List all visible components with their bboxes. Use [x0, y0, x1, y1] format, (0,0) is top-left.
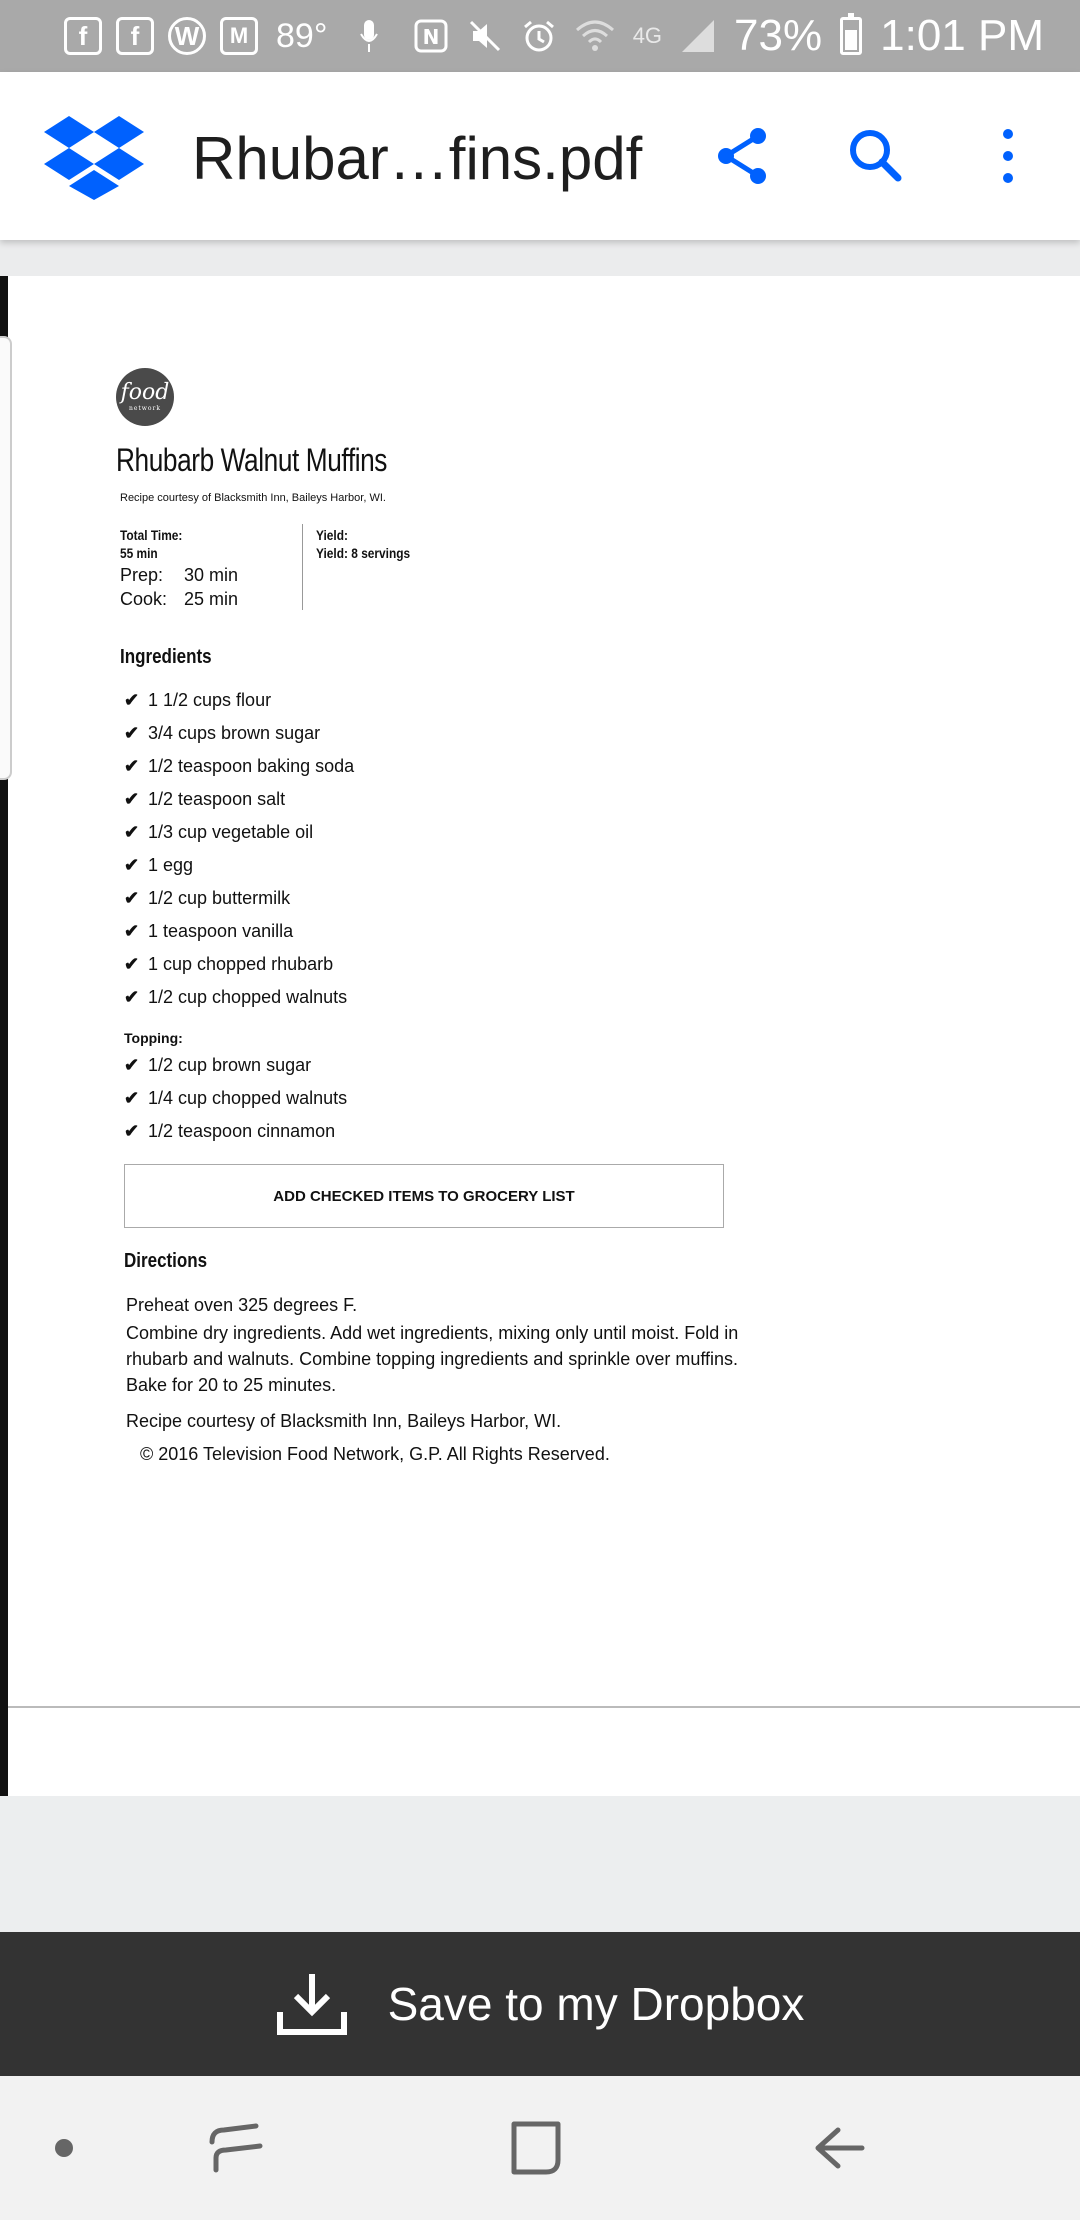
check-icon: ✔	[124, 954, 140, 974]
check-icon: ✔	[124, 822, 140, 842]
list-item: ✔ 1 teaspoon vanilla	[124, 921, 294, 941]
status-bar	[0, 0, 1080, 72]
recipe-yield: Yield: Yield: 8 servings	[316, 527, 411, 561]
gmail-icon: M	[220, 17, 258, 55]
pdf-page[interactable]	[0, 276, 1080, 1796]
wifi-icon	[575, 18, 615, 54]
direction-step: Preheat oven 325 degrees F.	[126, 1295, 358, 1315]
home-icon[interactable]	[506, 2116, 566, 2180]
check-icon: ✔	[124, 1055, 140, 1075]
ingredients-heading: Ingredients	[120, 646, 212, 668]
list-item: ✔ 3/4 cups brown sugar	[124, 723, 321, 743]
pdf-viewer[interactable]	[0, 240, 1080, 1796]
dropbox-logo-icon[interactable]	[44, 114, 144, 200]
copyright: © 2016 Television Food Network, G.P. All Rights Reserved.	[140, 1444, 610, 1464]
download-icon	[276, 1972, 348, 2036]
check-icon: ✔	[124, 855, 140, 875]
direction-step: Recipe courtesy of Blacksmith Inn, Baileys Harbor, WI.	[126, 1411, 562, 1431]
mic-icon	[359, 18, 379, 54]
check-icon: ✔	[124, 921, 140, 941]
more-vert-icon[interactable]	[976, 124, 1040, 188]
page-scan-edge	[0, 336, 12, 780]
svg-text:N: N	[422, 25, 440, 49]
alarm-icon	[521, 18, 557, 54]
share-icon[interactable]	[712, 124, 776, 188]
app-bar	[0, 72, 1080, 240]
check-icon: ✔	[124, 1088, 140, 1108]
check-icon: ✔	[124, 1121, 140, 1141]
list-item: ✔ 1/4 cup chopped walnuts	[124, 1088, 348, 1108]
page-bottom-edge	[8, 1706, 1080, 1708]
flipboard-icon: f	[64, 17, 102, 55]
nfc-icon	[413, 18, 449, 54]
w-icon: W	[168, 17, 206, 55]
back-icon[interactable]	[808, 2116, 868, 2180]
flipboard-icon: f	[116, 17, 154, 55]
document-title: Rhubar…fins.pdf	[192, 125, 643, 192]
search-icon[interactable]	[844, 124, 908, 188]
temperature: 89°	[276, 16, 328, 55]
battery-percent: 73%	[734, 11, 823, 60]
check-icon: ✔	[124, 756, 140, 776]
recent-apps-icon[interactable]	[206, 2116, 266, 2180]
mute-icon	[467, 18, 503, 54]
check-icon: ✔	[124, 723, 140, 743]
check-icon: ✔	[124, 690, 140, 710]
recipe-courtesy: Recipe courtesy of Blacksmith Inn, Baileys Harbor, WI.	[120, 492, 386, 504]
topping-list	[124, 1055, 347, 1154]
list-item: ✔ 1/2 cup chopped walnuts	[124, 987, 348, 1007]
list-item: ✔ 1 egg	[124, 855, 194, 875]
recipe-title: Rhubarb Walnut Muffins	[116, 442, 388, 478]
list-item: ✔ 1/2 teaspoon cinnamon	[124, 1121, 336, 1141]
list-item: ✔ 1/2 cup brown sugar	[124, 1055, 312, 1075]
save-label: Save to my Dropbox	[387, 1978, 805, 2030]
list-item: ✔ 1/2 teaspoon baking soda	[124, 756, 355, 776]
grocery-list-box: ADD CHECKED ITEMS TO GROCERY LIST	[124, 1164, 724, 1228]
check-icon: ✔	[124, 987, 140, 1007]
check-icon: ✔	[124, 888, 140, 908]
list-item: ✔ 1 cup chopped rhubarb	[124, 954, 334, 974]
direction-step: Combine dry ingredients. Add wet ingredients, mixing only until moist. Fold in rhubarb and walnuts. Combine topping ingredients and sprinkle over muffins. Bake for 20 to 25 minutes.	[126, 1323, 739, 1395]
topping-label: Topping:	[124, 1030, 183, 1046]
battery-icon	[840, 17, 862, 55]
directions-heading: Directions	[124, 1250, 208, 1272]
meta-divider	[302, 524, 303, 610]
clock: 1:01 PM	[880, 11, 1044, 60]
check-icon: ✔	[124, 789, 140, 809]
list-item: ✔ 1/3 cup vegetable oil	[124, 822, 314, 842]
navigation-bar	[0, 2076, 1080, 2220]
signal-icon	[680, 18, 716, 54]
list-item: ✔ 1/2 teaspoon salt	[124, 789, 286, 809]
list-item: ✔ 1 1/2 cups flour	[124, 690, 272, 710]
recipe-times: Total Time: 55 min Prep: 30 min Cook: 25 min	[120, 527, 239, 609]
assistant-dot-icon[interactable]	[52, 2116, 76, 2180]
list-item: ✔ 1/2 cup buttermilk	[124, 888, 291, 908]
food-network-logo: food network	[116, 368, 174, 426]
save-to-dropbox-button[interactable]	[0, 1932, 1080, 2076]
network-type: 4G	[632, 23, 663, 48]
ingredients-list	[124, 690, 354, 1020]
